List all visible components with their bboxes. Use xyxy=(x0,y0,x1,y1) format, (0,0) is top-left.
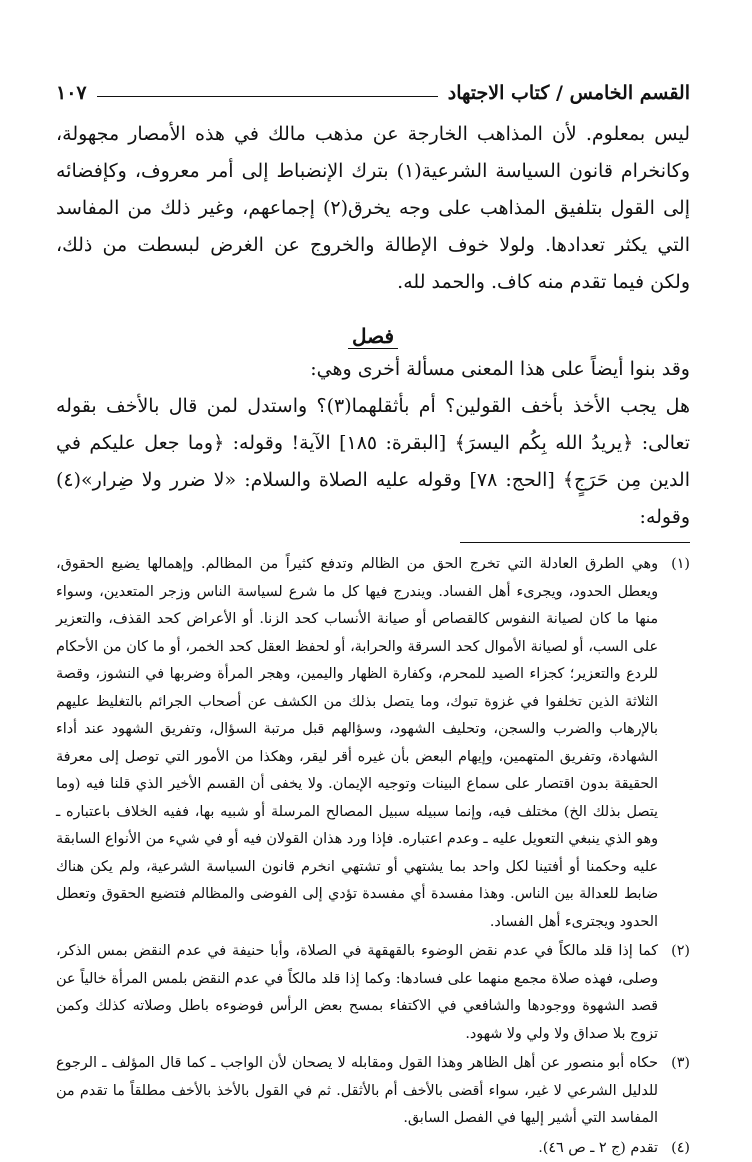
footnote-number: (٤) xyxy=(658,1135,690,1162)
header-rule xyxy=(97,96,438,97)
footnote-text: وهي الطرق العادلة التي تخرج الحق من الظالم وتدفع كثيراً من المظالم. وإهمالها يضيع الحقوق، ويعطل الحدود، ويجرىء أهل الفساد. ويندرج فيها كل ما شرع لسياسة الناس وزجر المتعدين، وسواء منها ما كان لصيانة النفوس كالقصاص أو صيانة الأنساب كحد الزنا. أو الأعراض كحد القذف، والتعزير على السب، أو لصيانة الأموال كحد السرقة والحرابة، أو لحفظ العقل كحد الخمر، أو ما كان من الأحكام للردع والتعزير؛ كجزاء الصيد للمحرم، وكفارة الظهار واليمين، وهجر المرأة وضربها في النشوز، وقصة الثلاثة الذين تخلفوا في غزوة تبوك، وما يتصل بذلك من الكشف عن أصحاب الجرائم بالتغليظ عليهم بالإرهاب والضرب والسجن، وتحليف الشهود، وسؤالهم قبل مرتبة السؤال، وتفريق الشهود عند أداء الشهادة، وتفريق المتهمين، وإيهام البعض بأن غيره أقر ليقر، وهكذا من الأمور التي توصل إلى معرفة الحقيقة بدون اقتصار على سماع البينات وتوجيه الإيمان. ولا يخفى أن القسم الأخير الذي قلنا فيه (وما يتصل بذلك الخ) مختلف فيه، وإنما سبيله سبيل المصالح المرسلة أو شبيه بها، ففيه الخلاف باعتباره ـ وهو الذي ينبغي التعويل عليه ـ وعدم اعتباره. فإذا ورد هذان القولان فيه أو في شيء من الأنواع السابقة عليه وحكمنا أو أفتينا لكل واحد بما يشتهي أو تشتهي انخرم قانون السياسة الشرعية، ولم يكن هناك ضابط للعدالة بين الناس. وهذا مفسدة أي مفسدة تؤدي إلى الفوضى والمظالم فتضيع الحقوق وتعطل الحدود ويجترىء أهل الفساد. xyxy=(56,551,658,936)
footnote-3 xyxy=(56,1050,690,1133)
section-heading xyxy=(56,321,690,351)
footnote-separator xyxy=(460,542,690,543)
page-number: ١٠٧ xyxy=(56,82,87,104)
paragraph-3: هل يجب الأخذ بأخف القولين؟ أم بأثقلهما(٣)؟ واستدل لمن قال بالأخف بقوله تعالى: ﴿يريدُ الله بِكُم اليسرَ﴾ [البقرة: ١٨٥] الآية! وقوله: ﴿وما جعل عليكم في الدين مِن حَرَجٍ﴾ [الحج: ٧٨] وقوله عليه الصلاة والسلام: «لا ضرر ولا ضِرار»(٤) وقوله: xyxy=(56,388,690,536)
footnote-text: حكاه أبو منصور عن أهل الظاهر وهذا القول ومقابله لا يصحان لأن الواجب ـ كما قال المؤلف ـ الرجوع للدليل الشرعي لا غير، سواء أقضى بالأخف أم بالأثقل. ثم في القول بالأخذ بالأخف مطلقاً ما تقدم من المفاسد التي أشير إليها في الفصل السابق. xyxy=(56,1050,658,1133)
main-text xyxy=(56,116,690,536)
paragraph-1: ليس بمعلوم. لأن المذاهب الخارجة عن مذهب مالك في هذه الأمصار مجهولة، وكانخرام قانون السياسة الشرعية(١) بترك الإنضباط إلى أمر معروف، وكإفضائه إلى القول بتلفيق المذاهب على وجه يخرق(٢) إجماعهم، وغير ذلك من المفاسد التي يكثر تعدادها. ولولا خوف الإطالة والخروج عن الغرض لبسطت من ذلك، ولكن فيما تقدم منه كاف. والحمد لله. xyxy=(56,116,690,301)
header-title: القسم الخامس / كتاب الاجتهاد xyxy=(448,82,690,104)
paragraph-2: وقد بنوا أيضاً على هذا المعنى مسألة أخرى وهي: xyxy=(56,351,690,388)
footnote-number: (١) xyxy=(658,551,690,936)
footnote-number: (٣) xyxy=(658,1050,690,1133)
footnote-2 xyxy=(56,938,690,1048)
footnote-1 xyxy=(56,551,690,936)
footnote-text: تقدم (ج ٢ ـ ص ٤٦). xyxy=(56,1135,658,1162)
footnote-4 xyxy=(56,1135,690,1162)
section-heading-text: فصل xyxy=(348,324,398,349)
footnote-text: كما إذا قلد مالكاً في عدم نقض الوضوء بالقهقهة في الصلاة، وأبا حنيفة في عدم النقض بمس الذكر، وصلى، فهذه صلاة مجمع منهما على فسادها: وكما إذا قلد مالكاً في عدم النقض بلمس المرأة خالياً عن قصد الشهوة ووجودها والشافعي في الاكتفاء بمسح بعض الرأس فوضوءه باطل وصلاته كذلك وكمن تزوج بلا صداق ولا ولي ولا شهود. xyxy=(56,938,658,1048)
running-header xyxy=(56,70,690,104)
footnote-number: (٢) xyxy=(658,938,690,1048)
footnotes xyxy=(56,551,690,1162)
